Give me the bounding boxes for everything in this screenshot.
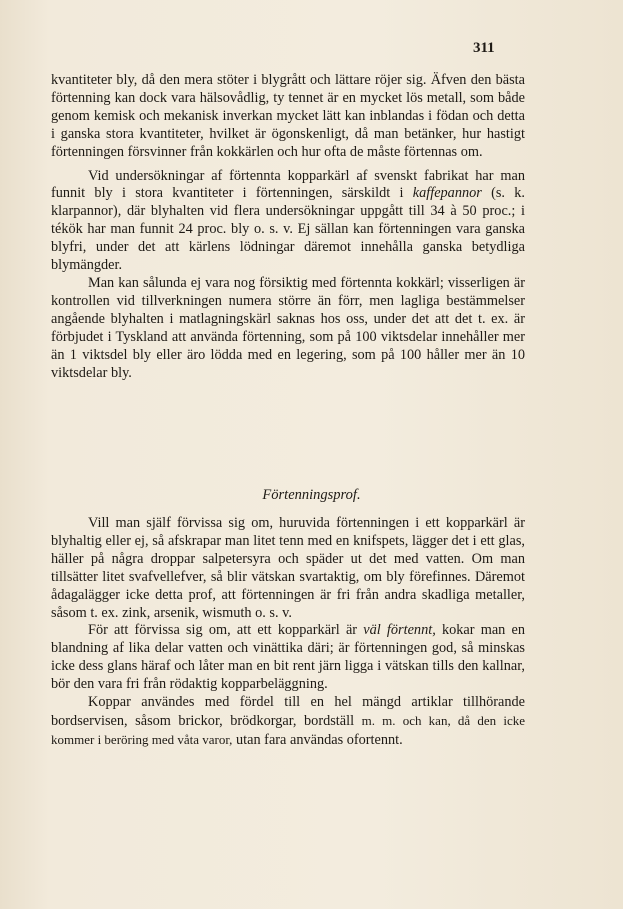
paragraph-text: För att förvissa sig om, att ett kopparkärl är: [88, 622, 364, 639]
paragraph: kvantiteter bly, då den mera stöter i blygrått och lättare röjer sig. Äfven den bästa förtenning kan dock vara hälsovådlig, ty tennet är en mycket lös metall, som både genom kemisk och mekanisk inverkan mycket lätt kan inblandas i födan och detta i ganska stora kvantiteter, hvilket är ögonskenligt, då man betänker, hur hastigt förtenningen försvinner från kokkärlen och hur ofta de måste förtennas om.: [51, 72, 525, 160]
section-heading: Förtenningsprof.: [262, 487, 361, 503]
paragraph: Vill man själf förvissa sig om, huruvida förtenningen i ett kopparkärl är blyhaltig eller ej, så afskrapar man litet tenn med en knifspets, lägger det i ett glas, häller på några droppar salpetersyra och späder ut det med vatten. Om man tillsätter litet svafvellefver, så blir vätskan svartaktig, om bly förefinnes. Däremot ådagalägger icke detta prof, att förtenningen är fri från andra skadliga metaller, såsom t. ex. zink, arsenik, wismuth o. s. v.: [51, 515, 525, 621]
paragraph: [51, 168, 525, 275]
paragraph-text: (s. k. klarpannor), där blyhalten vid flera undersökningar uppgått till 34 à 50 proc.; i tékök har man funnit 24 proc. bly o. s. v. Ej sällan kan förtenningen vara ganska blyfri, under det att kärlens lödningar däremot innehålla ganska betydliga blymängder.: [51, 185, 526, 274]
paragraph-text: Koppar användes med fördel till en hel mängd artiklar tillhörande bordservisen, såsom brickor, brödkorgar, bordställ: [51, 694, 525, 729]
body-text-lower: [51, 515, 525, 750]
paragraph-text: kokar man en blandning af lika delar vatten och vinättika däri; är förtenningen god, så minskas icke dess glans häraf och låter man en bit rent järn ligga i vätskan tills den kallnar, bör den vara fri från rödaktig kopparbeläggning.: [51, 622, 525, 693]
page-number: 311: [473, 40, 495, 56]
paragraph: [51, 694, 525, 750]
emphasis-text: väl förtennt,: [363, 622, 436, 639]
paragraph: [51, 622, 525, 694]
emphasis-text: kaffepannor: [412, 185, 482, 202]
body-text-upper: [51, 72, 525, 382]
paragraph: Man kan sålunda ej vara nog försiktig med förtennta kokkärl; visserligen är kontrollen vid tillverkningen numera större än förr, men lagliga bestämmelser angående blyhalten i matlagningskärl saknas hos oss, under det att det t. ex. är förbjudet i Tyskland att använda förtenning, som på 100 viktsdelar innehåller mer än 1 viktsdel bly eller äro lödda med en legering, som på 100 håller mer än 10 viktsdelar bly.: [51, 274, 525, 381]
paragraph-text: Vid undersökningar af förtennta kopparkärl af svenskt fabrikat har man funnit bly i stora kvantiteter i förtenningen, särskildt i: [51, 167, 525, 202]
paragraph-text: utan fara användas ofortennt.: [232, 731, 403, 748]
small-text: m. m. och kan, då den icke kommer i beröring med våta varor,: [51, 712, 525, 747]
